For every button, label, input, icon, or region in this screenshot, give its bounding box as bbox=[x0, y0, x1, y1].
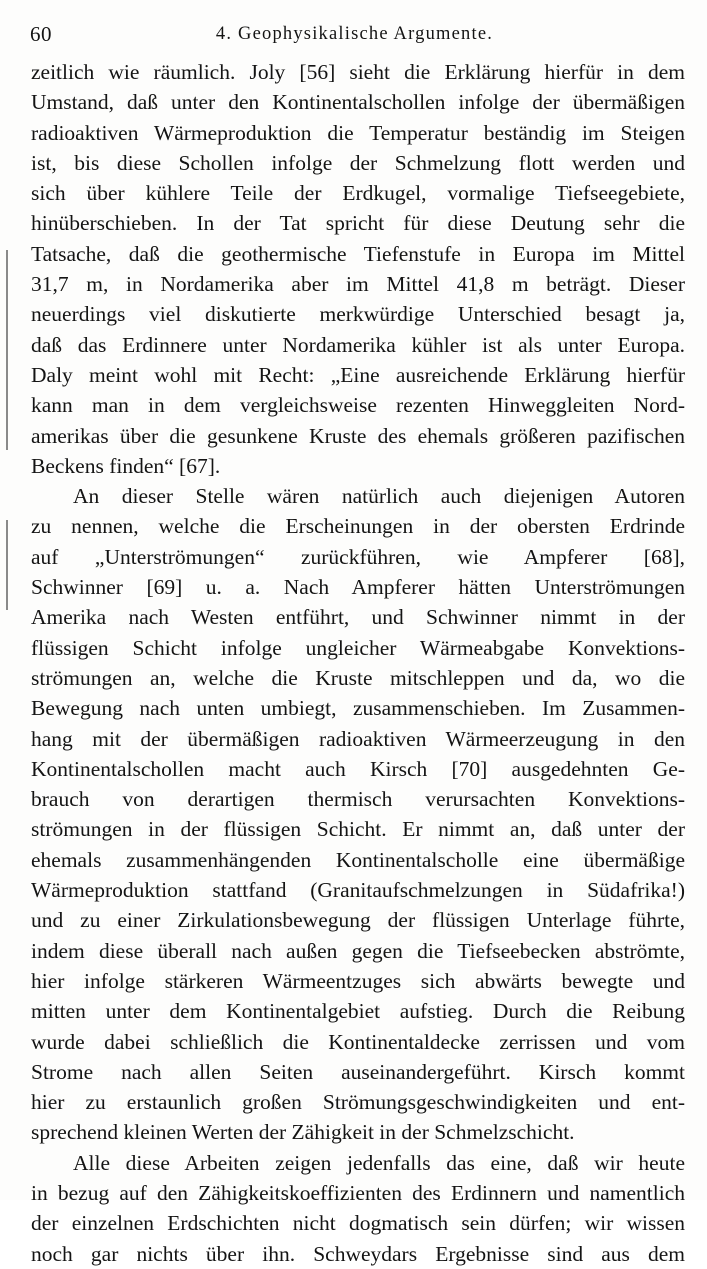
text-line: radioaktiven Wärmeproduktion die Temperatur beständig im Steigen bbox=[31, 120, 685, 145]
text-line: hier infolge stärkeren Wärmeentzuges sich abwärts bewegte und bbox=[31, 968, 685, 993]
text-line: wurde dabei schließlich die Kontinentaldecke zerrissen und vom bbox=[31, 1029, 685, 1054]
text-line: hang mit der übermäßigen radioaktiven Wärmeerzeugung in den bbox=[31, 726, 685, 751]
text-line: Amerika nach Westen entführt, und Schwinner nimmt in der bbox=[31, 605, 685, 630]
running-head: 4. Geophysikalische Argumente. bbox=[215, 24, 494, 44]
text-line: ehemals zusammenhängenden Kontinentalscholle eine übermäßige bbox=[31, 847, 685, 872]
margin-pencil-mark bbox=[6, 520, 8, 610]
text-line: indem diese überall nach außen gegen die Tiefseebecken abströmte, bbox=[31, 938, 685, 963]
text-line: sprechend kleinen Werten der Zähigkeit in der Schmelzschicht. bbox=[31, 1120, 575, 1145]
text-line: neuerdings viel diskutierte merkwürdige Unterschied besagt ja, bbox=[31, 302, 685, 327]
text-line: Schwinner [69] u. a. Nach Ampferer hätten Unterströmungen bbox=[31, 575, 685, 600]
text-line: Beckens finden“ [67]. bbox=[31, 453, 221, 478]
text-line: strömungen an, welche die Kruste mitschleppen und da, wo die bbox=[31, 665, 685, 690]
text-line: ist, bis diese Schollen infolge der Schmelzung flott werden und bbox=[31, 150, 685, 175]
body-text bbox=[31, 57, 685, 1269]
margin-pencil-mark bbox=[6, 250, 8, 450]
text-line: 31,7 m, in Nordamerika aber im Mittel 41,8 m beträgt. Dieser bbox=[31, 272, 685, 297]
text-line: Wärmeproduktion stattfand (Granitaufschmelzungen in Südafrika!) bbox=[31, 878, 685, 903]
text-line: zu nennen, welche die Erscheinungen in der obersten Erdrinde bbox=[31, 514, 685, 539]
text-line: noch gar nichts über ihn. Schweydars Ergebnisse sind aus dem bbox=[31, 1241, 685, 1266]
text-line: sich über kühlere Teile der Erdkugel, vormalige Tiefseegebiete, bbox=[31, 181, 685, 206]
text-line: Strome nach allen Seiten auseinandergeführt. Kirsch kommt bbox=[31, 1059, 685, 1084]
text-line: auf „Unterströmungen“ zurückführen, wie Ampferer [68], bbox=[31, 544, 685, 569]
text-line: flüssigen Schicht infolge ungleicher Wärmeabgabe Konvektions- bbox=[31, 635, 685, 660]
text-line: daß das Erdinnere unter Nordamerika kühler ist als unter Europa. bbox=[31, 332, 685, 357]
page-number: 60 bbox=[30, 22, 52, 46]
text-line: zeitlich wie räumlich. Joly [56] sieht die Erklärung hierfür in dem bbox=[31, 60, 685, 84]
text-line: hinüberschieben. In der Tat spricht für diese Deutung sehr die bbox=[31, 211, 685, 236]
text-line: Alle diese Arbeiten zeigen jedenfalls das eine, daß wir heute bbox=[73, 1150, 685, 1175]
text-line: Kontinentalschollen macht auch Kirsch [70] ausgedehnten Ge- bbox=[31, 756, 685, 781]
text-line: der einzelnen Erdschichten nicht dogmatisch sein dürfen; wir wissen bbox=[31, 1211, 685, 1236]
page-header bbox=[30, 18, 679, 52]
text-line: hier zu erstaunlich großen Strömungsgeschwindigkeiten und ent- bbox=[31, 1090, 685, 1115]
text-line: und zu einer Zirkulationsbewegung der flüssigen Unterlage führte, bbox=[31, 908, 685, 933]
text-line: amerikas über die gesunkene Kruste des ehemals größeren pazifischen bbox=[31, 423, 685, 448]
text-line: Daly meint wohl mit Recht: „Eine ausreichende Erklärung hierfür bbox=[31, 362, 685, 387]
text-line: Umstand, daß unter den Kontinentalschollen infolge der übermäßigen bbox=[31, 90, 685, 115]
text-line: strömungen in der flüssigen Schicht. Er nimmt an, daß unter der bbox=[31, 817, 685, 842]
text-line: An dieser Stelle wären natürlich auch diejenigen Autoren bbox=[73, 484, 685, 509]
text-line: brauch von derartigen thermisch verursachten Konvektions- bbox=[31, 787, 685, 812]
text-line: Tatsache, daß die geothermische Tiefenstufe in Europa im Mittel bbox=[31, 241, 685, 266]
text-line: in bezug auf den Zähigkeitskoeffizienten des Erdinnern und namentlich bbox=[31, 1180, 685, 1205]
text-line: mitten unter dem Kontinentalgebiet aufstieg. Durch die Reibung bbox=[31, 999, 685, 1024]
text-line: kann man in dem vergleichsweise rezenten Hinweggleiten Nord- bbox=[31, 393, 685, 418]
text-line: Bewegung nach unten umbiegt, zusammenschieben. Im Zusammen- bbox=[31, 696, 685, 721]
